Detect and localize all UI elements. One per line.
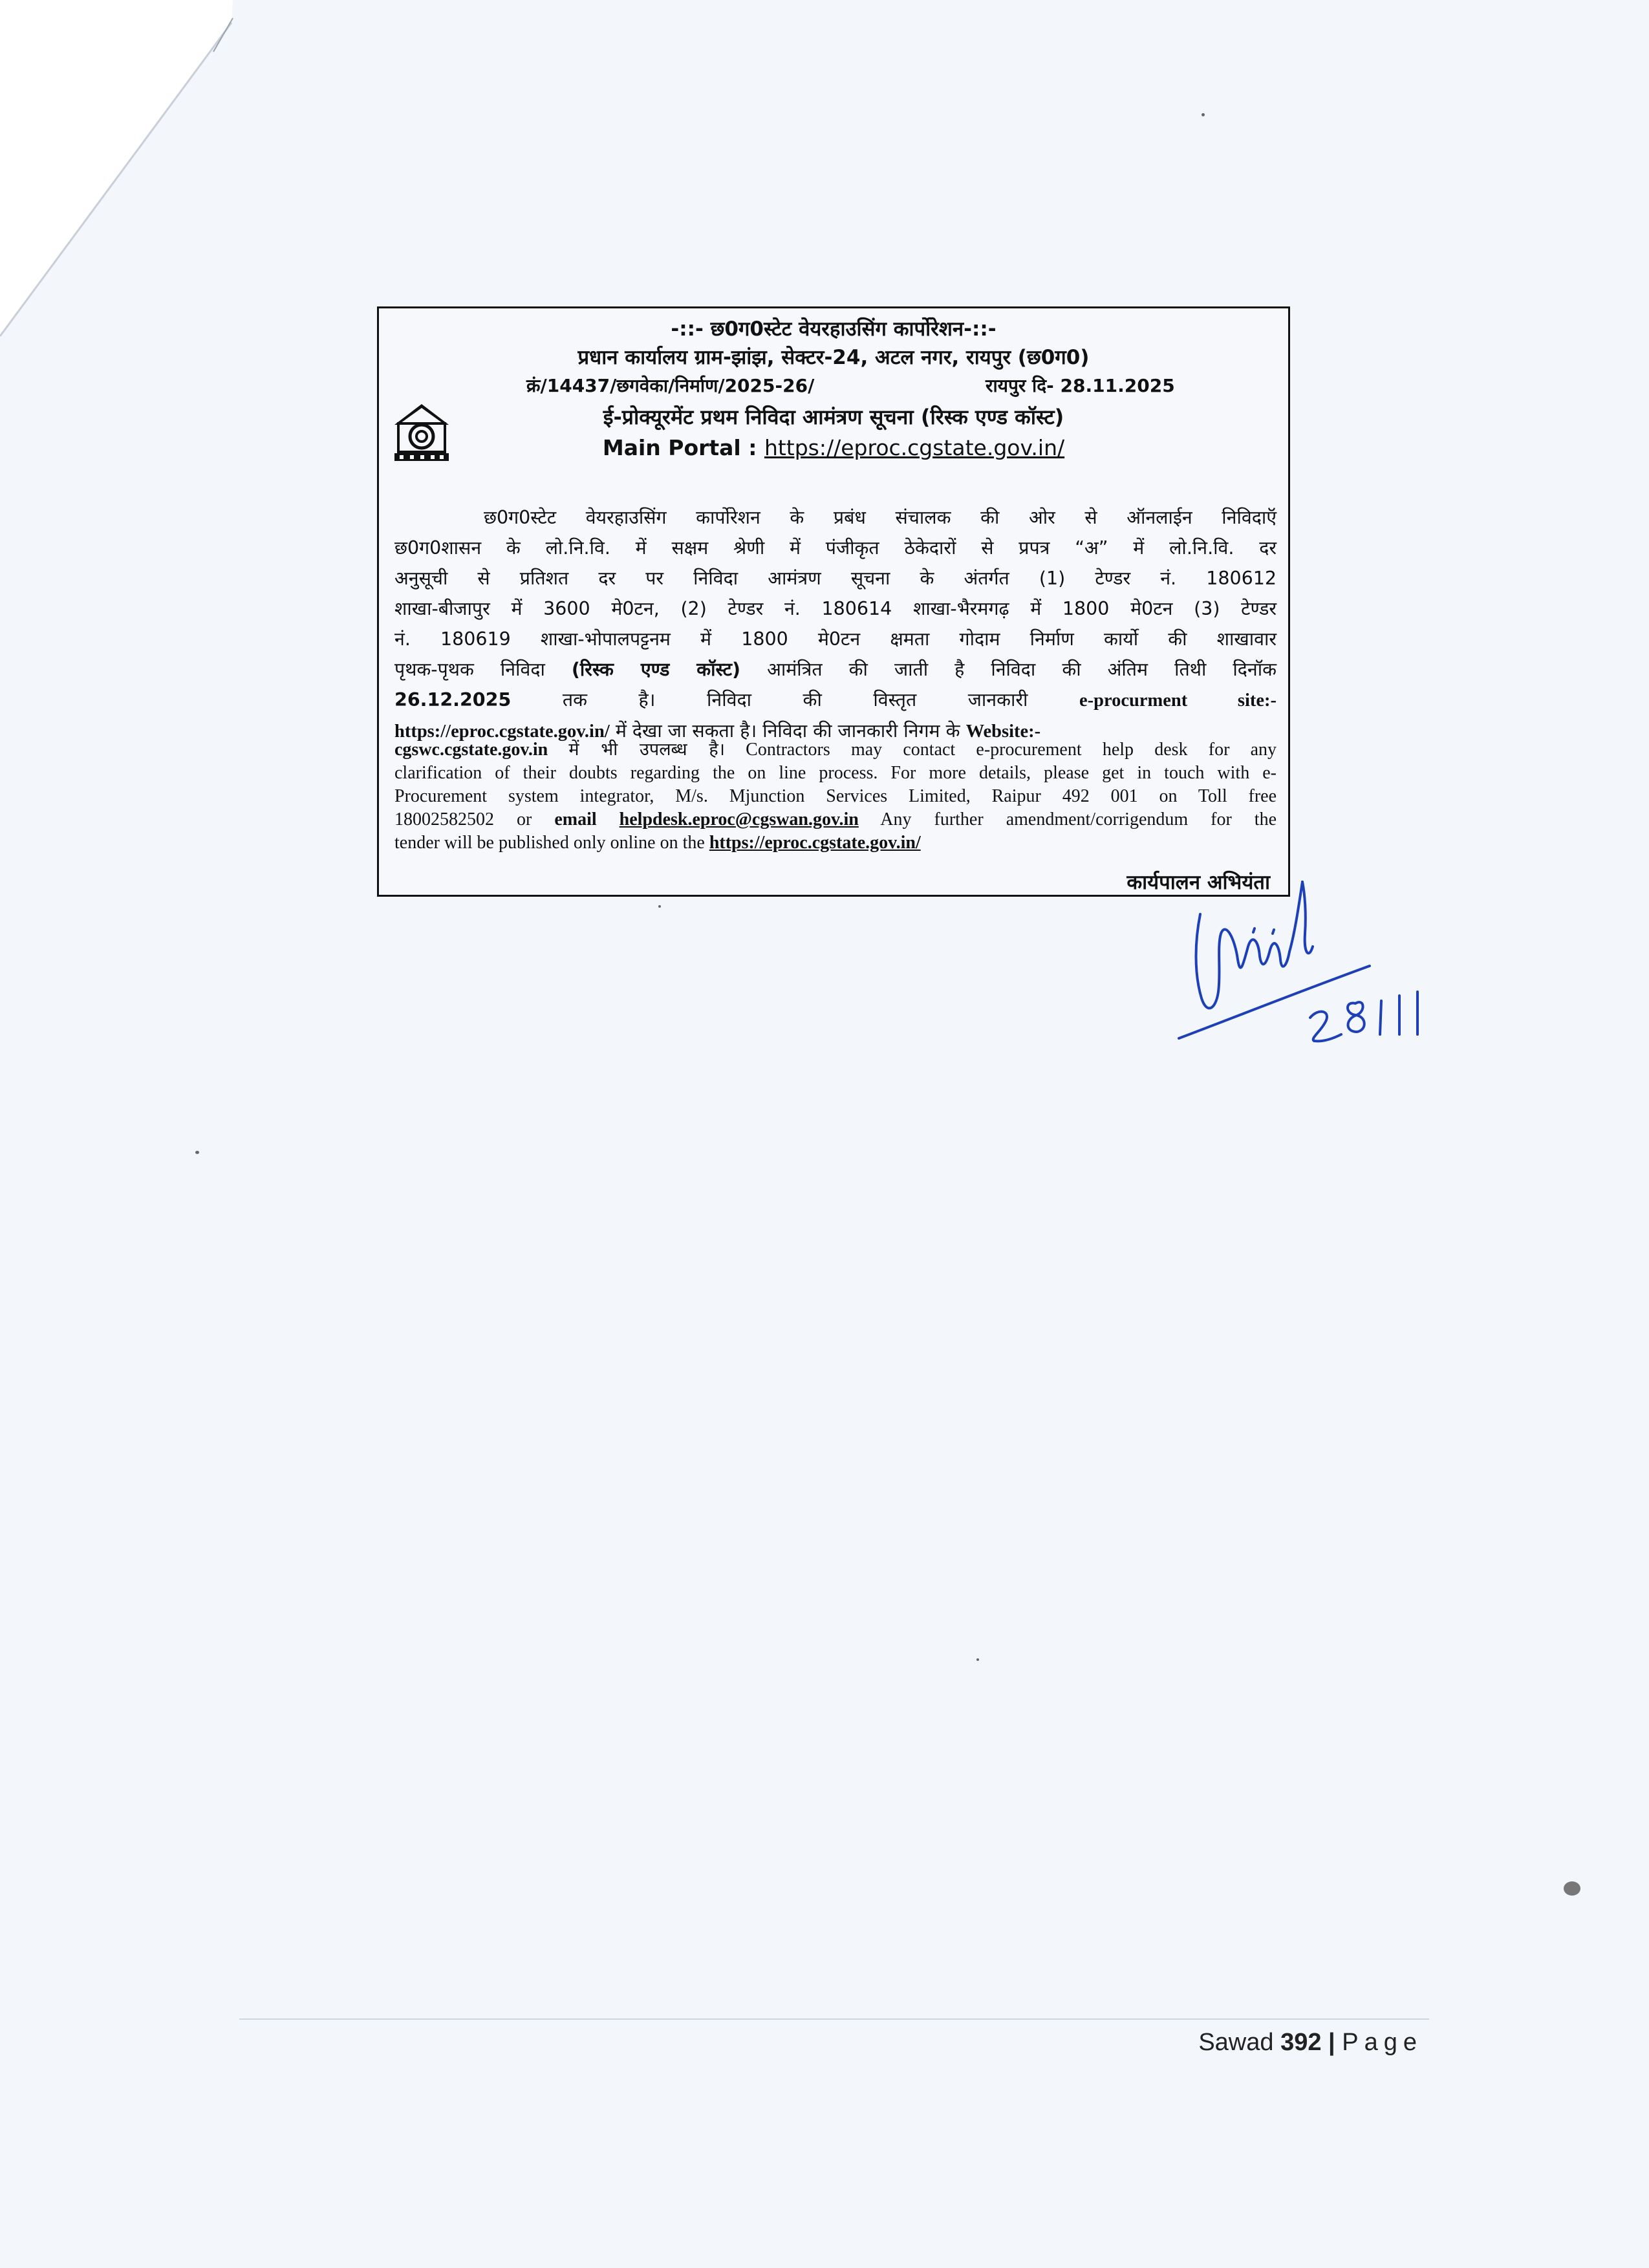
website-url[interactable]: cgswc.cgstate.gov.in [394, 740, 548, 760]
page-word: Page [1342, 2029, 1423, 2056]
website-label: Website:- [965, 722, 1041, 742]
last-date: 26.12.2025 [394, 689, 512, 711]
body-line-7 [394, 685, 1277, 716]
notice-body-hindi [394, 502, 1277, 747]
handwritten-signature-icon [1176, 869, 1454, 1063]
en-line-5-pre: tender will be published only online on the [394, 833, 705, 853]
last-date-tail: तक है। निविदा की विस्तृत जानकारी [562, 689, 1028, 711]
website-tail: में भी उपलब्ध है। [568, 740, 725, 760]
head-office-address: प्रधान कार्यालय ग्राम-झांझ, सेक्टर-24, अटल नगर, रायपुर (छ0ग0) [577, 346, 1090, 369]
body-line-2: छ0ग0शासन के लो.नि.वि. में सक्षम श्रेणी में पंजीकृत ठेकेदारों से प्रपत्र “अ” में लो.नि.वि. दर [394, 537, 1277, 559]
reference-number: क्रं/14437/छगवेका/निर्माण/2025-26/ [526, 375, 815, 396]
eproc-site-label: e-procurment site:- [1079, 690, 1277, 711]
tender-notice-box [377, 306, 1290, 897]
email-label: email [554, 809, 597, 829]
page-number: 392 [1280, 2029, 1322, 2056]
footer-divider [239, 2018, 1429, 2020]
toll-free-number: 18002582502 or [394, 809, 532, 829]
scan-speck [195, 1151, 199, 1154]
footer-word: Sawad [1198, 2029, 1274, 2056]
body-line-1: छ0ग0स्टेट वेयरहाउसिंग कार्पोरेशन के प्रबंध संचालक की ओर से ऑनलाईन निविदाऍ [484, 507, 1277, 528]
body-line-6-pre: पृथक-पृथक निविदा [394, 659, 545, 680]
notice-subject: ई-प्रोक्यूरमेंट प्रथम निविदा आमंत्रण सूचना (रिस्क एण्ड कॉस्ट) [603, 405, 1064, 429]
en-line-2: clarification of their doubts regarding the on line process. For more details, please get in touch with e- [394, 763, 1277, 783]
eproc-site-url[interactable]: https://eproc.cgstate.gov.in/ [394, 722, 610, 742]
scan-speck [976, 1658, 979, 1661]
scan-speck [658, 905, 661, 908]
notice-date: रायपुर दि- 28.11.2025 [986, 375, 1175, 396]
main-portal-line [379, 435, 1288, 461]
en-line-1-text: Contractors may contact e-procurement help desk for any [746, 740, 1277, 760]
eproc-tail: में देखा जा सकता है। निविदा की जानकारी निगम के [615, 720, 960, 742]
signatory-title: कार्यपालन अभियंता [1126, 871, 1270, 894]
portal-label: Main Portal : [602, 435, 757, 460]
notice-body-english [394, 738, 1277, 855]
corporation-name: -::- छ0ग0स्टेट वेयरहाउसिंग कार्पोरेशन-::- [671, 317, 997, 341]
body-line-5: नं. 180619 शाखा-भोपालपट्टनम में 1800 मे0टन क्षमता गोदाम निर्माण कार्यो की शाखावार [394, 628, 1277, 650]
eproc-url-link[interactable]: https://eproc.cgstate.gov.in/ [709, 833, 921, 853]
footer-separator: | [1328, 2029, 1335, 2056]
en-line-5 [394, 831, 1277, 855]
helpdesk-email-link[interactable]: helpdesk.eproc@cgswan.gov.in [619, 809, 859, 829]
en-line-1 [394, 738, 1277, 762]
scan-speck [1202, 113, 1205, 116]
en-line-4-post: Any further amendment/corrigendum for the [880, 809, 1277, 829]
portal-link[interactable]: https://eproc.cgstate.gov.in/ [764, 435, 1065, 460]
body-line-4: शाखा-बीजापुर में 3600 मे0टन, (2) टेण्डर नं. 180614 शाखा-भैरमगढ़ में 1800 मे0टन (3) टेण्डर [394, 598, 1277, 619]
en-line-3: Procurement system integrator, M/s. Mjunction Services Limited, Raipur 492 001 on Toll free [394, 786, 1277, 806]
body-line-3: अनुसूची से प्रतिशत दर पर निविदा आमंत्रण सूचना के अंतर्गत (1) टेण्डर नं. 180612 [394, 568, 1277, 589]
risk-and-cost-label: (रिस्क एण्ड कॉस्ट) [571, 659, 741, 680]
body-line-6-post: आमंत्रित की जाती है निविदा की अंतिम तिथी दिनॉक [767, 659, 1277, 680]
en-line-4 [394, 808, 1277, 831]
scan-speck [1564, 1881, 1580, 1896]
body-line-6 [394, 654, 1277, 685]
page-footer [1198, 2029, 1423, 2057]
